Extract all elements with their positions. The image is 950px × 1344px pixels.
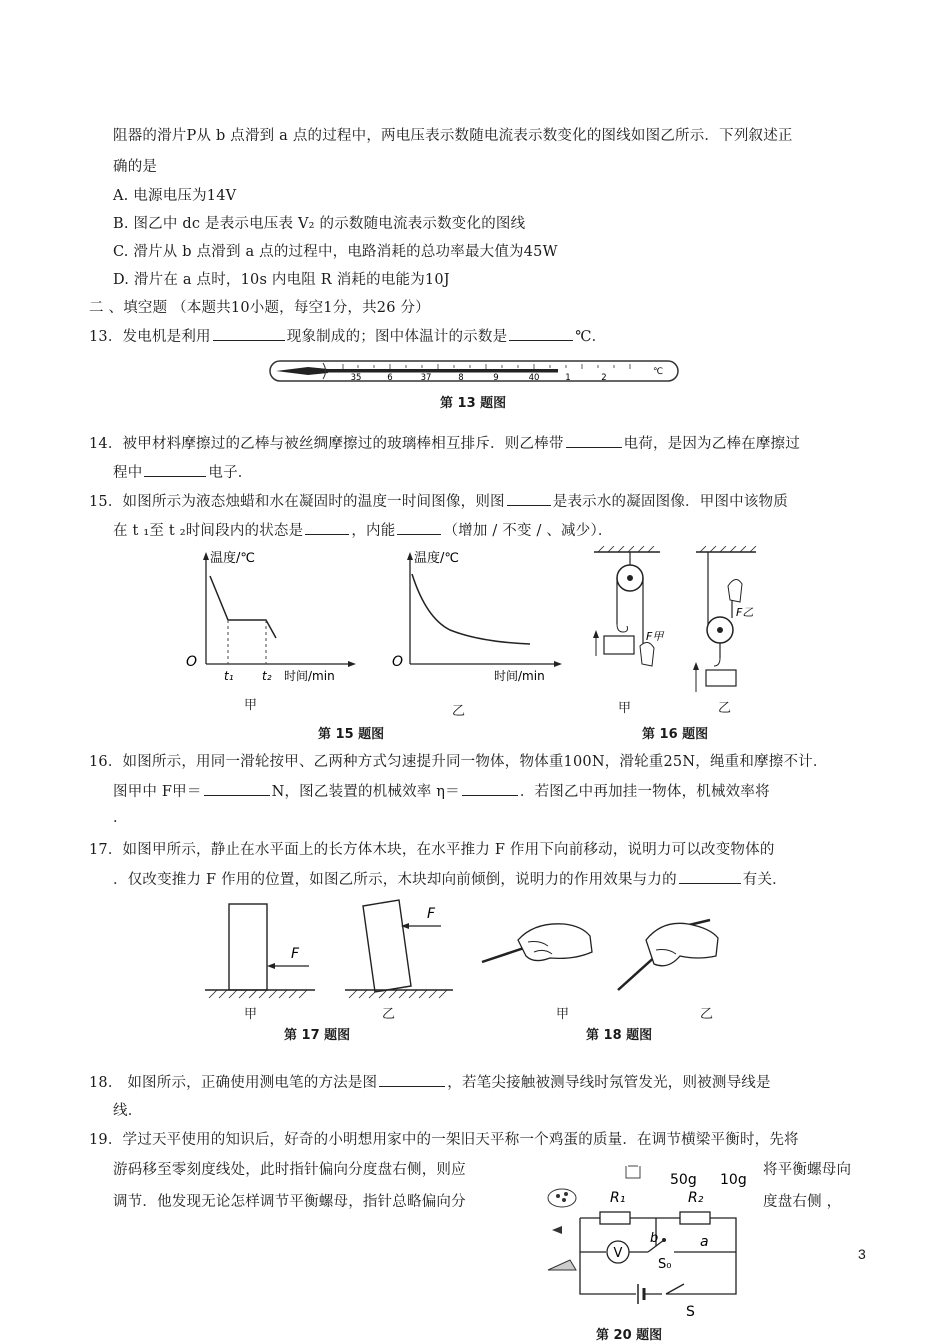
q15-text-a: 15．如图所示为液态烛蜡和水在凝固时的温度一时间图像，则图 <box>89 494 505 510</box>
figure-16-pulleys <box>592 546 762 696</box>
question-16-line1: 16．如图所示，用同一滑轮按甲、乙两种方式匀速提升同一物体，物体重100N，滑轮重25N，绳重和摩擦不计． <box>89 754 828 770</box>
figure-17-caption: 第 17 题图 <box>284 1028 351 1043</box>
thermo-tick: 35 <box>350 373 362 383</box>
q14-text-c: 程中 <box>113 465 143 481</box>
q12-option-d: D. 滑片在 a 点时，10s 内电阻 R 消耗的电能为10J <box>113 272 450 288</box>
question-15-line1 <box>89 491 788 512</box>
q16-text-d: ．若图乙中再加挂一物体，机械效率将 <box>519 784 770 800</box>
figure-20-caption: 第 20 题图 <box>596 1328 663 1343</box>
origin-label: O <box>392 654 404 670</box>
force-label-f: F <box>427 906 436 922</box>
answer-blank[interactable] <box>509 326 573 341</box>
question-18-line2: 线． <box>113 1103 143 1119</box>
question-14-line2 <box>113 462 253 483</box>
origin-label: O <box>186 654 198 670</box>
q14-text-d: 电子． <box>208 465 253 481</box>
figure-18-jia-label: 甲 <box>556 1007 570 1022</box>
thermo-tick: 9 <box>493 373 499 383</box>
figure-15-graph-jia <box>180 546 360 686</box>
question-19-line3a: 调节．他发现无论怎样调节平衡螺母，指针总略偏向分 <box>113 1194 466 1210</box>
q15-text-e: （增加 / 不变 / 、减少）． <box>443 523 613 539</box>
thermo-tick: 6 <box>387 373 393 383</box>
answer-blank[interactable] <box>213 326 285 341</box>
question-14-line1 <box>89 433 800 454</box>
force-label-yi: F乙 <box>736 606 754 619</box>
node-a-label: a <box>700 1234 709 1250</box>
question-16-line3: ． <box>113 810 128 826</box>
switch-s0-label: S₀ <box>658 1257 672 1272</box>
t1-label: t₁ <box>224 669 234 683</box>
figure-17-yi-label: 乙 <box>382 1007 396 1022</box>
question-13 <box>89 326 606 347</box>
answer-blank[interactable] <box>379 1072 445 1087</box>
section-heading: 二 、填空题 （本题共10小题，每空1分，共26 分） <box>89 300 430 316</box>
q16-text-c: N，图乙装置的机械效率 η＝ <box>271 784 460 800</box>
question-19-line2b: 将平衡螺母向 <box>763 1162 852 1178</box>
q15-text-c: 在 t ₁至 t ₂时间段内的状态是 <box>113 523 304 539</box>
figure-16-jia-label: 甲 <box>618 701 632 716</box>
figure-15-graph-yi <box>390 546 570 686</box>
weight-10g: 10g <box>720 1172 747 1188</box>
q17-text-b: ．仅改变推力 F 作用的位置，如图乙所示，木块却向前倾倒，说明力的作用效果与力的 <box>113 872 677 888</box>
figure-18-yi-label: 乙 <box>700 1007 714 1022</box>
thermo-tick: 2 <box>601 373 607 383</box>
q18-text-a: 18． 如图所示，正确使用测电笔的方法是图 <box>89 1075 378 1091</box>
figure-20-circuit <box>540 1160 760 1320</box>
figure-17-jia-label: 甲 <box>244 1007 258 1022</box>
answer-blank[interactable] <box>305 520 349 535</box>
answer-blank[interactable] <box>144 462 206 477</box>
q12-text-line2: 确的是 <box>113 159 158 175</box>
question-18-line1 <box>89 1072 771 1093</box>
r1-label: R₁ <box>610 1190 626 1206</box>
figure-16-yi-label: 乙 <box>718 701 732 716</box>
question-15-line2 <box>113 520 613 541</box>
question-16-line2 <box>113 781 770 802</box>
q14-text-b: 电荷，是因为乙棒在摩擦过 <box>623 436 800 452</box>
r2-label: R₂ <box>688 1190 704 1206</box>
figure-18-caption: 第 18 题图 <box>586 1028 653 1043</box>
q17-text-c: 有关． <box>742 872 787 888</box>
voltmeter-label: V <box>613 1246 623 1261</box>
y-axis-label: 温度/℃ <box>414 551 459 566</box>
weight-50g: 50g <box>670 1172 697 1188</box>
figure-18-test-pens <box>478 900 728 1000</box>
x-axis-label: 时间/min <box>284 669 335 683</box>
q13-text-b: 现象制成的；图中体温计的示数是 <box>286 329 508 345</box>
y-axis-label: 温度/℃ <box>210 551 255 566</box>
answer-blank[interactable] <box>204 781 270 796</box>
node-b-label: b <box>650 1231 659 1246</box>
q12-option-c: C. 滑片从 b 点滑到 a 点的过程中，电路消耗的总功率最大值为45W <box>113 244 558 260</box>
answer-blank[interactable] <box>566 433 622 448</box>
question-19-line1: 19．学过天平使用的知识后，好奇的小明想用家中的一架旧天平称一个鸡蛋的质量．在调节横梁平衡时，先将 <box>89 1132 799 1148</box>
answer-blank[interactable] <box>397 520 441 535</box>
thermo-tick: 37 <box>420 373 432 383</box>
thermo-unit: ℃ <box>652 367 664 377</box>
figure-13-caption: 第 13 题图 <box>440 396 507 411</box>
answer-blank[interactable] <box>507 491 551 506</box>
answer-blank[interactable] <box>679 869 741 884</box>
hand-pen-yi <box>618 920 718 990</box>
q15-text-d: ，内能 <box>351 523 396 539</box>
q16-text-b: 图甲中 F甲＝ <box>113 784 202 800</box>
q13-text-a: 13．发电机是利用 <box>89 329 211 345</box>
page-number: 3 <box>858 1246 866 1262</box>
q14-text-a: 14．被甲材料摩擦过的乙棒与被丝绸摩擦过的玻璃棒相互排斥．则乙棒带 <box>89 436 564 452</box>
figure-16-caption: 第 16 题图 <box>642 727 709 742</box>
x-axis-label: 时间/min <box>494 669 545 683</box>
q13-text-c: ℃． <box>575 329 607 345</box>
thermo-tick: 1 <box>565 373 571 383</box>
switch-s-label: S <box>686 1304 695 1320</box>
q18-text-b: ，若笔尖接触被测导线时氖管发光，则被测导线是 <box>447 1075 771 1091</box>
question-17-line1: 17．如图甲所示，静止在水平面上的长方体木块，在水平推力 F 作用下向前移动，说明力可以改变物体的 <box>89 842 775 858</box>
figure-15-yi-label: 乙 <box>452 704 466 719</box>
force-label-f: F <box>291 946 300 962</box>
thermometer-figure <box>268 355 682 387</box>
question-19-line2a: 游码移至零刻度线处，此时指针偏向分度盘右侧，则应 <box>113 1162 466 1178</box>
q12-text-line1: 阻器的滑片P从 b 点滑到 a 点的过程中，两电压表示数随电流表示数变化的图线如图乙所示．下列叙述正 <box>113 128 793 144</box>
t2-label: t₂ <box>262 669 272 683</box>
figure-15-caption: 第 15 题图 <box>318 727 385 742</box>
hand-pen-jia <box>482 924 592 962</box>
figure-15-jia-label: 甲 <box>244 698 258 713</box>
q12-option-a: A. 电源电压为14V <box>113 188 237 204</box>
question-19-line3b: 度盘右侧 ， <box>763 1194 842 1210</box>
figure-17-blocks <box>205 898 455 1008</box>
q15-text-b: 是表示水的凝固图像．甲图中该物质 <box>552 494 788 510</box>
question-17-line2 <box>113 869 787 890</box>
force-label-jia: F甲 <box>646 630 664 643</box>
answer-blank[interactable] <box>462 781 518 796</box>
q12-option-b: B. 图乙中 dc 是表示电压表 V₂ 的示数随电流表示数变化的图线 <box>113 216 526 232</box>
thermo-tick: 40 <box>528 373 540 383</box>
thermo-tick: 8 <box>458 373 464 383</box>
